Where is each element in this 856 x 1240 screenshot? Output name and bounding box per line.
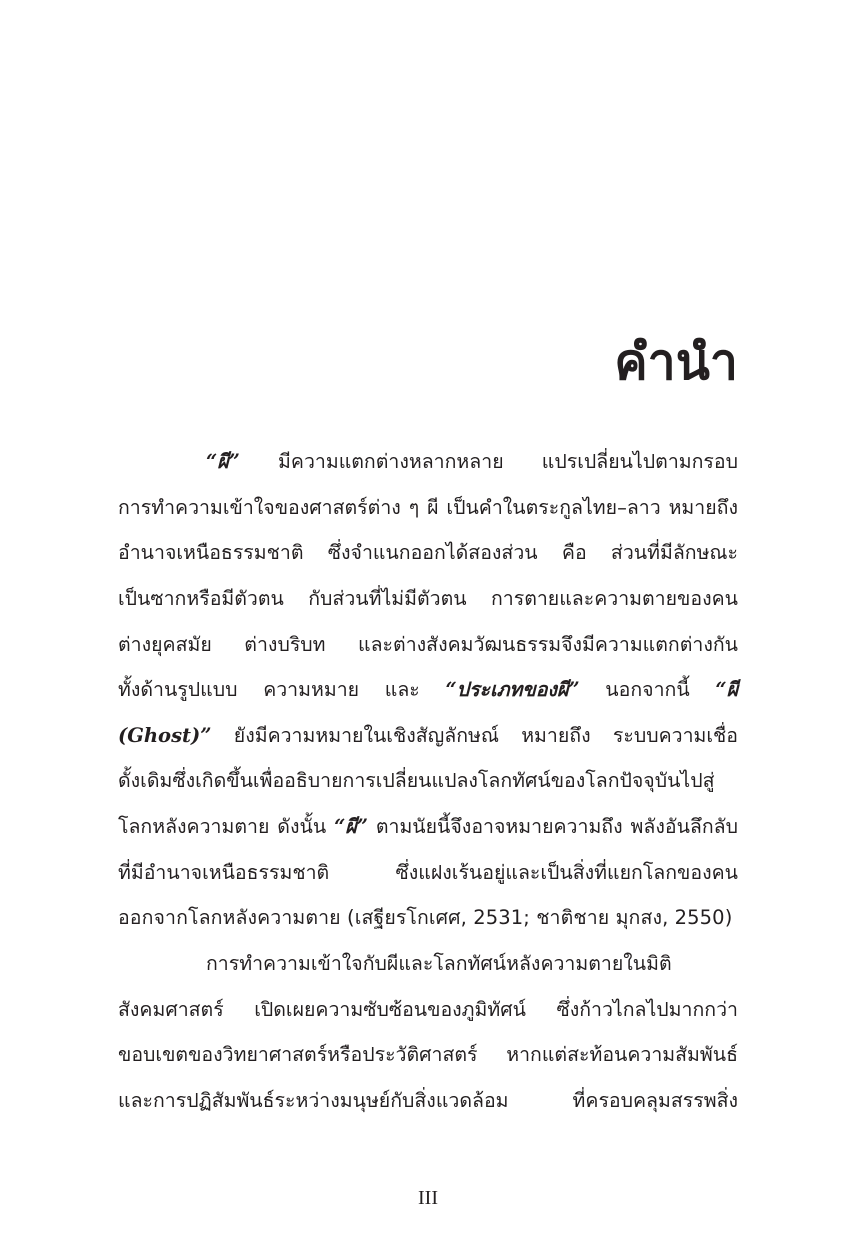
text-line [118, 895, 738, 941]
text-line [118, 758, 738, 804]
text-segment: เป็นซากหรือมีตัวตน กับส่วนที่ไม่มีตัวตน การตายและความตายของคน [118, 587, 738, 610]
text-line [118, 485, 738, 531]
text-segment: การทำความเข้าใจของศาสตร์ต่าง ๆ ผี เป็นคำในตระกูลไทย–ลาว หมายถึง [118, 496, 738, 519]
text-segment: ยังมีความหมายในเชิงสัญลักษณ์ หมายถึง ระบบความเชื่อ [211, 724, 738, 747]
emphasized-term: “ผี” [206, 450, 240, 473]
text-segment: ทั้งด้านรูปแบบ ความหมาย และ [118, 678, 446, 701]
text-segment: ออกจากโลกหลังความตาย (เสฐียรโกเศศ, 2531; ชาติชาย มุกสง, 2550) [118, 906, 733, 929]
text-segment: โลกหลังความตาย ดังนั้น [118, 815, 335, 838]
emphasized-term: “ผี” [334, 815, 368, 838]
text-segment: การทำความเข้าใจกับผีและโลกทัศน์หลังความตายในมิติ [206, 952, 672, 975]
text-line [206, 439, 738, 485]
text-segment: นอกจากนี้ [579, 678, 716, 701]
emphasized-term: “ผี [715, 678, 739, 701]
text-segment: ที่มีอำนาจเหนือธรรมชาติ ซึ่งแฝงเร้นอยู่และเป็นสิ่งที่แยกโลกของคน [118, 861, 738, 884]
text-line [118, 713, 738, 759]
text-segment: และการปฏิสัมพันธ์ระหว่างมนุษย์กับสิ่งแวดล้อม ที่ครอบคลุมสรรพสิ่ง [118, 1089, 738, 1112]
page-title: คำนำ [614, 332, 738, 391]
text-segment: อำนาจเหนือธรรมชาติ ซึ่งจำแนกออกได้สองส่วน คือ ส่วนที่มีลักษณะ [118, 541, 738, 564]
text-line [206, 941, 738, 987]
text-line [118, 622, 738, 668]
emphasized-term: (Ghost)” [118, 724, 212, 747]
text-line [118, 576, 738, 622]
text-segment: ขอบเขตของวิทยาศาสตร์หรือประวัติศาสตร์ หากแต่สะท้อนความสัมพันธ์ [118, 1043, 738, 1066]
emphasized-term: “ประเภทของผี” [445, 678, 580, 701]
text-segment: สังคมศาสตร์ เปิดเผยความซับซ้อนของภูมิทัศน์ ซึ่งก้าวไกลไปมากกว่า [118, 998, 738, 1021]
text-line [118, 804, 738, 850]
text-line [118, 667, 738, 713]
text-segment: ตามนัยนี้จึงอาจหมายความถึง พลังอันลึกลับ [367, 815, 738, 838]
text-line [118, 987, 738, 1033]
text-segment: ดั้งเดิมซึ่งเกิดขึ้นเพื่ออธิบายการเปลี่ยนแปลงโลกทัศน์ของโลกปัจจุบันไปสู่ [118, 769, 715, 792]
text-line [118, 850, 738, 896]
text-segment: ต่างยุคสมัย ต่างบริบท และต่างสังคมวัฒนธรรมจึงมีความแตกต่างกัน [118, 633, 738, 656]
text-line [118, 530, 738, 576]
text-line [118, 1032, 738, 1078]
text-line [118, 1078, 738, 1124]
text-segment: มีความแตกต่างหลากหลาย แปรเปลี่ยนไปตามกรอบ [239, 450, 738, 473]
page-number: III [418, 1187, 438, 1209]
